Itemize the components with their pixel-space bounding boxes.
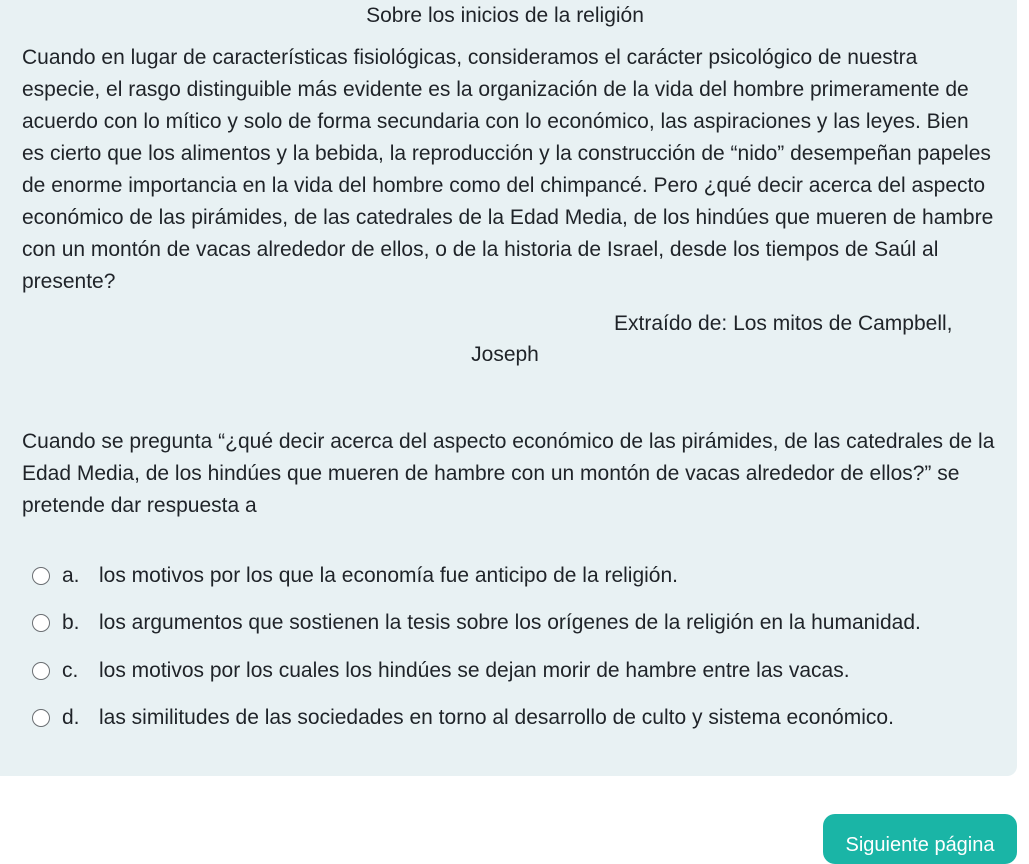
option-letter: b. (62, 611, 80, 634)
option-letter: a. (62, 564, 80, 587)
radio-button-d[interactable] (32, 709, 50, 727)
option-a[interactable] (32, 560, 678, 592)
question-prompt: Cuando se pregunta “¿qué decir acerca del aspecto económico de las pirámides, de las catedrales de la Edad Media, de los hindúes que mueren de hambre con un montón de vacas alrededor de ellos?” se pretende dar respuesta a (22, 430, 995, 517)
reading-passage: Cuando en lugar de características fisiológicas, consideramos el carácter psicológico de nuestra especie, el rasgo distinguible más evidente es la organización de la vida del hombre primeramente de acuerdo con lo mítico y solo de forma secundaria con lo económico, las aspiraciones y las leyes. Bien es cierto que los alimentos y la bebida, la reproducción y la construcción de “nido” desempeñan papeles de enorme importancia en la vida del hombre como del chimpancé. Pero ¿qué decir acerca del aspecto económico de las pirámides, de las catedrales de la Edad Media, de los hindúes que mueren de hambre con un montón de vacas alrededor de ellos, o de la historia de Israel, desde los tiempos de Saúl al presente? (22, 46, 994, 293)
option-letter: c. (62, 659, 79, 682)
source-citation: Extraído de: Los mitos de Campbell, (614, 312, 953, 335)
option-text: los motivos por los cuales los hindúes se dejan morir de hambre entre las vacas. (99, 659, 850, 682)
option-text: los argumentos que sostienen la tesis sobre los orígenes de la religión en la humanidad. (99, 611, 921, 634)
option-text: los motivos por los que la economía fue anticipo de la religión. (99, 564, 678, 587)
option-d[interactable] (32, 702, 894, 734)
option-c[interactable] (32, 655, 850, 687)
source-author: Joseph (471, 343, 539, 366)
question-title: Sobre los inicios de la religión (366, 4, 644, 27)
next-page-button[interactable]: Siguiente página (823, 814, 1017, 864)
option-letter: d. (62, 706, 80, 729)
option-text: las similitudes de las sociedades en torno al desarrollo de culto y sistema económico. (99, 706, 894, 729)
radio-button-a[interactable] (32, 567, 50, 585)
option-b[interactable] (32, 607, 921, 639)
radio-button-c[interactable] (32, 662, 50, 680)
radio-button-b[interactable] (32, 614, 50, 632)
